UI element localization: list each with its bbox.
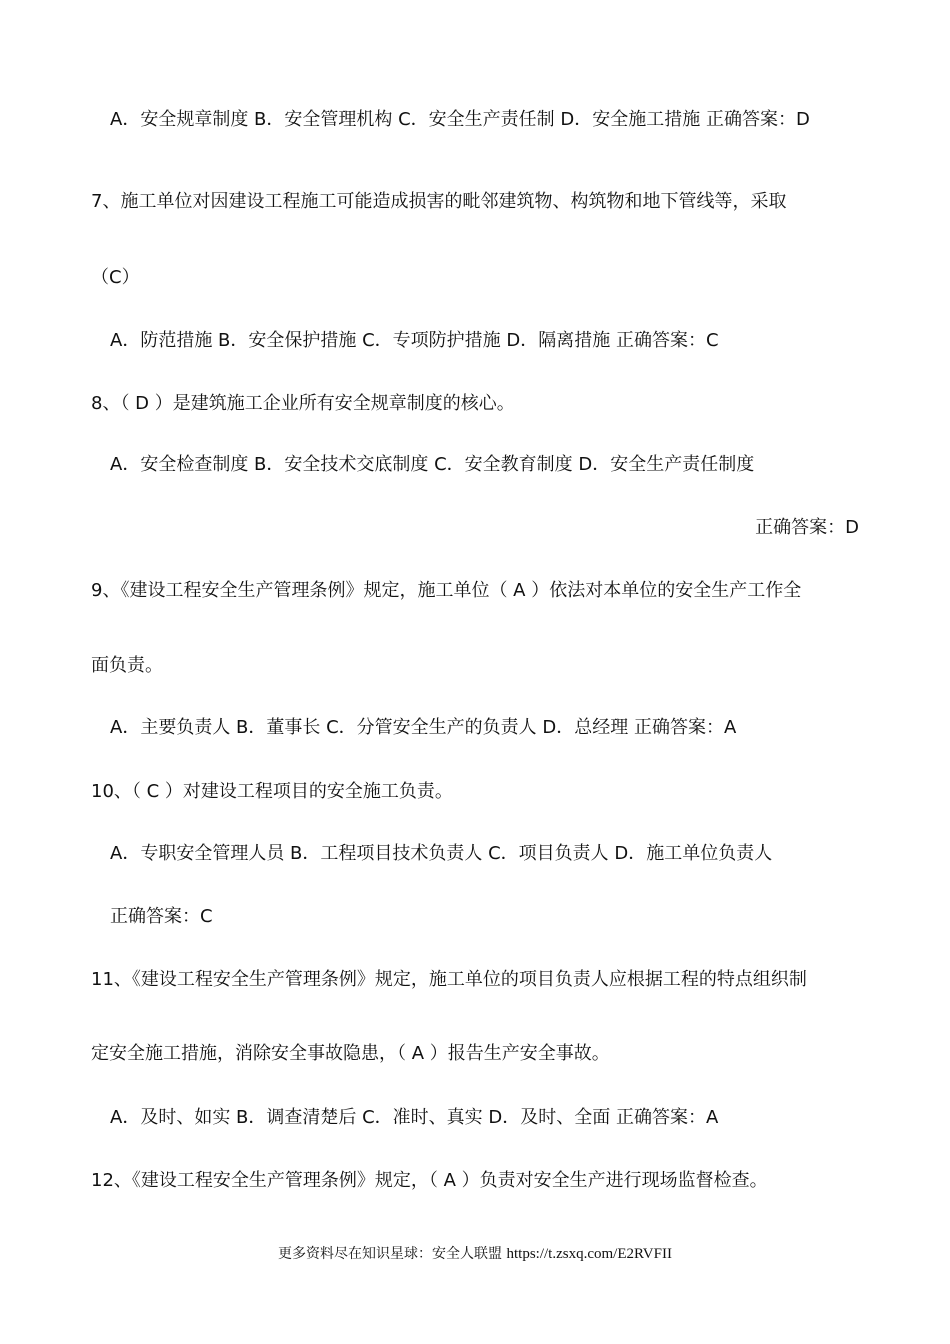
answer-options-q10: A．专职安全管理人员 B．工程项目技术负责人 C．项目负责人 D．施工单位负责人 xyxy=(110,843,773,864)
answer-key-q10: 正确答案：C xyxy=(110,906,213,927)
question-10-text: 10、（ C ）对建设工程项目的安全施工负责。 xyxy=(91,781,453,802)
footer-text: 更多资料尽在知识星球：安全人联盟 xyxy=(278,1246,503,1262)
answer-options-q9: A．主要负责人 B．董事长 C．分管安全生产的负责人 D．总经理 正确答案：A xyxy=(110,717,737,738)
question-9-text: 9、《建设工程安全生产管理条例》规定，施工单位（ A ）依法对本单位的安全生产工作全 xyxy=(91,580,802,601)
answer-options-q8: A．安全检查制度 B．安全技术交底制度 C．安全教育制度 D．安全生产责任制度 xyxy=(110,454,755,475)
answer-options-q11: A．及时、如实 B．调查清楚后 C．准时、真实 D．及时、全面 正确答案：A xyxy=(110,1107,719,1128)
question-11-text-cont: 定安全施工措施，消除安全事故隐患，（ A ）报告生产安全事故。 xyxy=(91,1043,610,1064)
question-8-text: 8、（ D ）是建筑施工企业所有安全规章制度的核心。 xyxy=(91,393,515,414)
answer-options-q6: A．安全规章制度 B．安全管理机构 C．安全生产责任制 D．安全施工措施 正确答案：D xyxy=(110,109,810,130)
answer-options-q7: A．防范措施 B．安全保护措施 C．专项防护措施 D．隔离措施 正确答案：C xyxy=(110,330,719,351)
question-7-answer-blank: （C） xyxy=(91,267,140,288)
question-7-text: 7、施工单位对因建设工程施工可能造成损害的毗邻建筑物、构筑物和地下管线等，采取 xyxy=(91,191,787,212)
question-12-text: 12、《建设工程安全生产管理条例》规定，（ A ）负责对安全生产进行现场监督检查。 xyxy=(91,1170,768,1191)
question-9-text-cont: 面负责。 xyxy=(91,655,163,676)
footer-link[interactable]: https://t.zsxq.com/E2RVFII xyxy=(506,1246,672,1262)
answer-key-q8: 正确答案：D xyxy=(755,517,859,538)
footer xyxy=(0,1244,950,1264)
question-11-text: 11、《建设工程安全生产管理条例》规定，施工单位的项目负责人应根据工程的特点组织制 xyxy=(91,969,807,990)
